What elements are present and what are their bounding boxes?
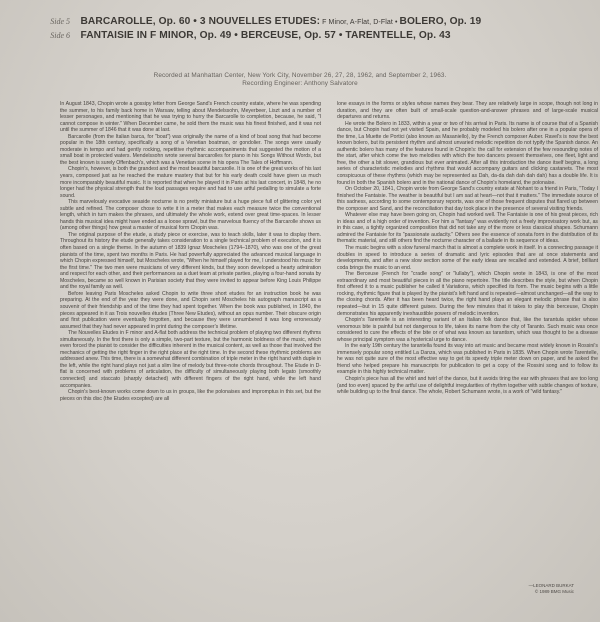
notes-paragraph: The Berceuse (French for "cradle song" or "lullaby"), which Chopin wrote in 1843, is one of the most extraordinary and most beautiful pieces in all the piano repertoire. The title describes the style, but when Chopin first offered it to a music publisher he called it Variations, which specified its form. The music begins with a little rocking, rhythmic figure that is played by the pianist's left hand and is repeated—almost unchanged—all the way to the closing chords. After it has been heard twice, the right hand plays an elegant melodic phrase that is also repeated—but in 15 quite different guises. During the few minutes that it takes to play this berceuse, Chopin demonstrates his apparently inexhaustible powers of melodic invention.: [337, 271, 598, 317]
side5-title-0: BARCAROLLE, Op. 60 • 3 NOUVELLES ETUDES:: [80, 16, 321, 27]
notes-paragraph: The original purpose of the etude, a study piece or exercise, was to teach skills, later it was to display them. Throughout its history the etude generally takes consideration to a single technical problem of execution, and it is often based on a single theme. In the autumn of 1839 Ignaz Moscheles (1794–1870), who was one of the great pianists of the time, spent two months in Paris. He had powerfully appreciated the advanced musical language in which Chopin expressed himself, but Moscheles wrote, "When he himself played for me, I understood his music for the first time." The two men were musicians of very different kinds, but they soon developed a hearty admiration and respect for each other, and their performances as a duet team at private parties, playing a four-hand sonata by Moscheles, became so well known in Parisian society that they were invited to appear before King Louis Philippe and the royal family as well.: [60, 231, 321, 291]
notes-paragraph: Chopin's piece has all the whirl and twirl of the dance, but it avoids tiring the ear with phrases that are too long (and too even) spaced by the artful use of delightful irregularities of rhythm together with subtle changes of texture, while building up to the final dance. The whole, Robert Schumann wrote, is a work of "wild fantasy.": [337, 375, 598, 396]
notes-paragraph: In August 1843, Chopin wrote a gossipy letter from George Sand's French country estate, where he was spending the summer, to his family back home in Warsaw, telling about Mendelssohn, Meyerbeer, Liszt and a number of lesser personages, and mentioning that he was trying to hurry the Barcarolle to completion, because, he said, "I cannot compose in winter." When December came, he sold them the music was his finest finished, and it was not until the summer of 1846 that it was done at last.: [60, 101, 321, 134]
notes-paragraph: Barcarolle (from the Italian barca, for "boat") was originally the name of a kind of boat song that had become popular in the 18th century, specifically a song of a Venetian boatman, or gondolier. The songs were usually moderate in tempo and had gently rocking, repetitive rhythmic accompaniments that suggested the motion of a small boat in protected waters. Mendelssohn wrote several barcarolles for piano in his Songs Without Words, but the best known is surely Offenbach's, which was a Venetian scene in his opera The Tales of Hoffmann.: [60, 133, 321, 166]
notes-paragraph: The music begins with a slow funeral march that is almost a complete work in itself. In a connecting passage it doubles in speed to introduce a series of dramatic and lyric episodes that are at once statements and developments, and after a new slow section some of the early ideas are recalled and extended. A brief, brilliant coda brings the music to an end.: [337, 245, 598, 271]
side5-title-1: F Minor, A-Flat, D-Flat •: [320, 19, 400, 26]
side-6-label: Side 6: [50, 31, 70, 40]
recording-engineer: Recording Engineer: Anthony Salvatore: [242, 80, 358, 87]
side5-title-2: BOLERO, Op. 19: [399, 16, 482, 27]
notes-paragraph: Chopin's best-known works come down to us in groups, like the polonaises and impromptus in this set, but the pieces on this disc (the Etudes excepted) are all: [60, 389, 321, 402]
notes-paragraph: The Nouvelles Etudes in F minor and A-flat both address the technical problem of playing two different rhythms simultaneously. In the first there is only a simple, two-part texture, but the harmonic boldness of the music, which even forced the pianist to consider the difficulties inherent in the musical content, as well as those that involved the mechanics of getting the right finger in the right place at the right time. In the second these rhythmic problems are addressed anew. This time, there is a somewhat different combination of triple meter in the right hand with duple in the left, while the right hand plays not just a slim line of melody but three-note chords throughout. The Etude in D-flat is concerned with problems of articulation, the difficulty of simultaneously playing both legato (smoothly connected) and staccato (sharply detached) with different fingers of the right hand, while the left hand accompanies.: [60, 330, 321, 389]
notes-paragraph: This marvelously evocative seaside nocturne is no pretty miniature but a huge piece full of glittering color yet subtle and refined. The composer chose to write it in a meter that makes each measure twice the conventional length, which in turn makes the phrases, and ultimately the whole work, extend over great time-spaces. In lesser hands this musical idea might have ended as a loose sprawl, but the marvelous fluency of the Barcarolle shows us (among other things) how great a master of musical form Chopin was.: [60, 199, 321, 232]
notes-paragraph: On October 20, 1841, Chopin wrote from George Sand's country estate at Nohant to a friend in Paris, "Today I finished the Fantaisie. The weather is beautiful but I am sad at heart—not that it matters." The immediate source of this sadness, according to some contemporary reports, was one of those frequent disputes that flared up between the composer and Sand, and the reconciliation that day took place in the presence of several visiting friends.: [337, 186, 598, 212]
notes-column-right: [337, 101, 598, 396]
notes-paragraph: Whatever else may have been going on, Chopin had worked well. The Fantaisie is one of his great pieces, rich in ideas and of a high order of invention. For him a "fantasy" was evidently not a freely improvisatory work but, as in this case, a tightly organized composition that did not take any of the more or less classical shapes. Schumann admired the Fantaisie for its "passionate audacity." Others see the essence of sonata form in the distribution of its thematic material, and still others find the nocturne character of a ballade in its sequence of ideas.: [337, 212, 598, 245]
recording-location: Recorded at Manhattan Center, New York City, November 26, 27, 28, 1962, and September 2, 1963.: [153, 72, 447, 79]
copyright-line: © 1989 BMG Music: [534, 588, 574, 594]
notes-credit: [470, 583, 574, 594]
notes-paragraph: lone essays in the forms or styles whose names they bear. They are relatively large in scope, though not long in duration, and they are often built of small-scale question-and-answer phrases and of large-scale musical departures and returns.: [337, 101, 598, 121]
notes-paragraph: Chopin's Tarentelle is an interesting variant of an Italian folk dance that, like the tarantula spider whose venomous bite is painful but not dangerous to life, takes its name from the city of Taranto. Such music was once considered to cure the effects of the bite or of what was known as tarantism, which was thought to be a disease whose principal symptom was a hysterical urge to dance.: [337, 317, 598, 343]
notes-paragraph: In the early 19th century the tarantella found its way into art music and became most widely known in Rossini's immensely popular song entitled La Danza, which was published in Paris in 1835. When Chopin wrote Tarentelle, he was not quite sure of the most effective way to get its speedy triple meter down on paper, and he asked the friend who helped prepare his manuscripts for publication to get a copy of the Rossini song and to follow its example in this highly technical matter.: [337, 343, 598, 376]
side-5-label: Side 5: [50, 17, 70, 26]
side-6-program: [18, 25, 451, 43]
author-credit: —LEONARD BURKAT: [528, 583, 574, 588]
notes-paragraph: Chopin's, however, is both the grandest and the most beautiful barcarolle. It is one of the great works of his last years, composed just as he reached the mature mastery that but for his early death could have given us much more incomparably beautiful music. It is reported that when he played it in Paris at his last concert, in 1848, he no longer had the physical strength that the loud passages require and had to use artful pedalling to simulate a forte sound.: [60, 166, 321, 199]
side6-title-0: FANTAISIE IN F MINOR, Op. 49 • BERCEUSE, Op. 57 • TARENTELLE, Op. 43: [80, 30, 451, 41]
notes-paragraph: Before leaving Paris Moscheles asked Chopin to write three short etudes for an instruction book he was preparing. At the end of the year they were done, and Chopin sent Moscheles his autograph manuscript as a souvenir of their friendship and of the time they had spent together. When the book was published, in 1840, the pieces appeared in it as Trois nouvelles études (Three New Etudes), without an opus number. Their obscure origin and first publication were eventually forgotten, and because they were unnumbered it was long erroneously assumed that they had never appeared in print during the composer's lifetime.: [60, 290, 321, 330]
notes-paragraph: He wrote the Bolero in 1833, within a year or two of his arrival in Paris. Its name is of course that of a Spanish dance, but Chopin had not yet visited Spain, and he probably modeled his bolero after one in a popular opera of the time, La Muette de Portici (also known as Masaniello), by the French composer Auber. Ravel's is now the best known bolero, but its persistent rhythm and almost unvaried melodic repetition do not typify the Spanish dance. An authentic bolero has many of the features found in Chopin's: the call for extension of the few resounding notes of the start, after which come the two melodies with which the two dancers present themselves, one fleet, light and free, the other a bit slower, grandious but ever animated. After all this introduction the dance itself begins, a long series of characteristic melodies and rhythms that would accompany guitars and clicking castanets. The most conspicuous of these rhythms (which may be represented as Dah, da-da dah dah dah dah) has a double life. It is found in both the Spanish bolero and in the national dance of Chopin's homeland, the polonaise.: [337, 120, 598, 186]
notes-column-left: [60, 101, 321, 402]
